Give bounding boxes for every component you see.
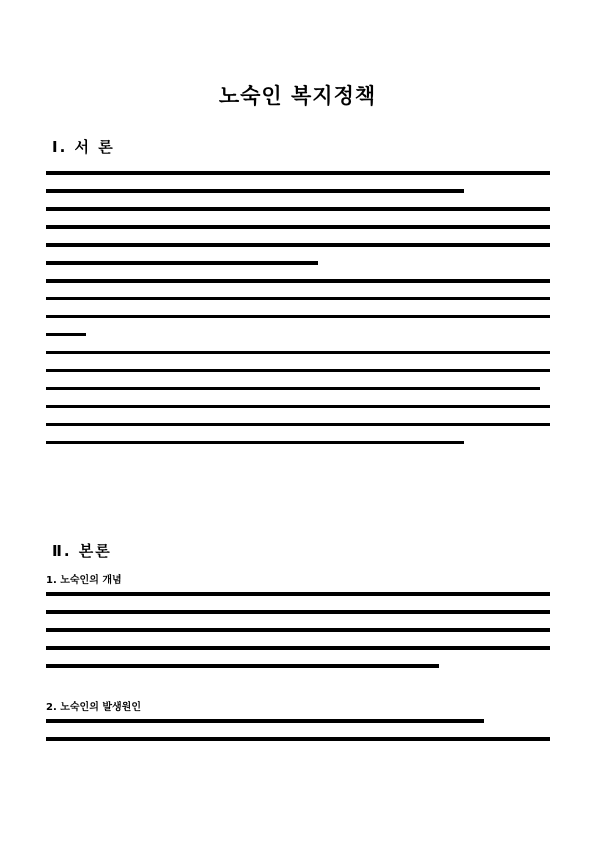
text-line (46, 351, 550, 355)
paragraph (46, 171, 550, 193)
paragraph (46, 207, 550, 265)
text-line (46, 423, 550, 427)
introduction-body (46, 171, 550, 459)
text-line (46, 610, 550, 614)
causes-body (46, 719, 550, 755)
paragraph (46, 351, 550, 391)
text-line (46, 171, 550, 175)
paragraph (46, 279, 550, 337)
text-line (46, 315, 550, 319)
text-line (46, 225, 550, 229)
text-line (46, 664, 439, 668)
text-line (46, 369, 550, 373)
text-line (46, 261, 318, 265)
definition-body (46, 592, 550, 682)
section-heading-body: Ⅱ. 본론 (52, 542, 112, 560)
text-line (46, 592, 550, 596)
text-line (46, 405, 550, 409)
text-line (46, 441, 464, 445)
subsection-heading-causes: 2. 노숙인의 발생원인 (46, 702, 141, 713)
text-line (46, 207, 550, 211)
text-line (46, 387, 540, 391)
document-title: 노숙인 복지정책 (218, 84, 377, 108)
text-line (46, 719, 484, 723)
text-line (46, 628, 550, 632)
text-line (46, 297, 550, 301)
subsection-heading-definition: 1. 노숙인의 개념 (46, 575, 122, 586)
text-line (46, 737, 550, 741)
section-heading-introduction: Ⅰ. 서 론 (52, 138, 115, 156)
text-line (46, 243, 550, 247)
paragraph (46, 719, 550, 741)
text-line (46, 333, 86, 337)
text-line (46, 646, 550, 650)
paragraph (46, 405, 550, 445)
text-line (46, 189, 464, 193)
paragraph (46, 592, 550, 668)
text-line (46, 279, 550, 283)
